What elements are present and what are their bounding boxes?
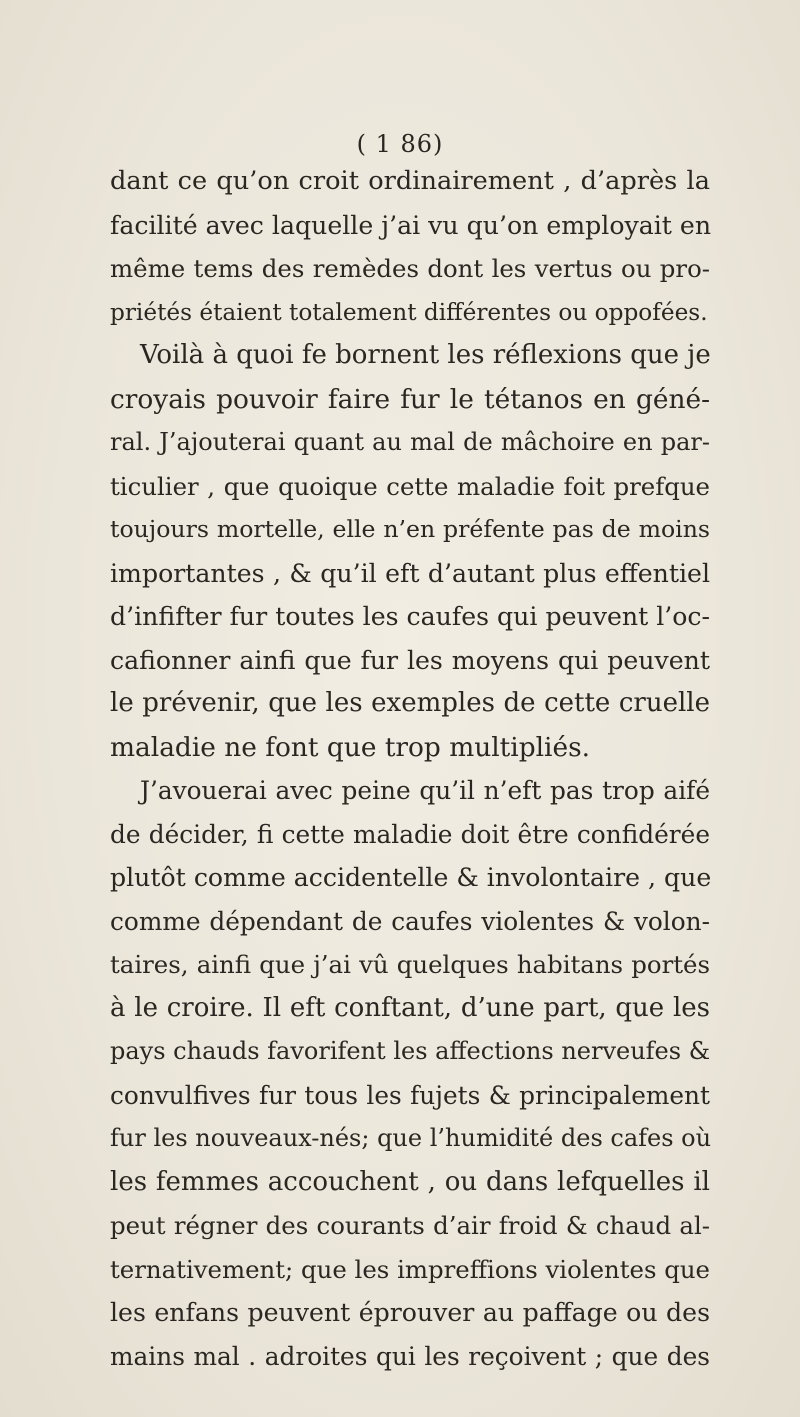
text-line: convulfives fur tous les fujets & principalement bbox=[110, 1080, 710, 1110]
text-line: priétés étaient totalement différentes ou oppofées. bbox=[110, 298, 708, 326]
text-line: pays chauds favorifent les affections nerveufes & bbox=[110, 1037, 711, 1065]
text-line: ternativement; que les impreffions violentes que bbox=[110, 1254, 710, 1284]
text-line: taires, ainfi que j’ai vû quelques habitans portés bbox=[110, 950, 710, 979]
text-line: ticulier , que quoique cette maladie foit prefque bbox=[110, 471, 710, 501]
text-line: comme dépendant de caufes violentes & volon- bbox=[110, 906, 710, 936]
text-line: importantes , & qu’il eft d’autant plus effentiel bbox=[110, 558, 710, 588]
text-line: facilité avec laquelle j’ai vu qu’on employait en bbox=[110, 210, 712, 240]
text-line: même tems des remèdes dont les vertus ou pro- bbox=[110, 254, 710, 283]
text-line: toujours mortelle, elle n’en préfente pas de moins bbox=[110, 515, 710, 543]
text-line: le prévenir, que les exemples de cette cruelle bbox=[110, 688, 710, 718]
text-line: fur les nouveaux-nés; que l’humidité des cafes où bbox=[110, 1124, 712, 1152]
body-text bbox=[110, 160, 710, 1378]
text-line: les enfans peuvent éprouver au paffage ou des bbox=[110, 1298, 710, 1327]
text-line: maladie ne font que trop multipliés. bbox=[110, 731, 591, 763]
text-line: plutôt comme accidentelle & involontaire , que bbox=[110, 863, 712, 892]
text-line: peut régner des courants d’air froid & chaud al- bbox=[110, 1211, 710, 1240]
text-line: les femmes accouchent , ou dans lefquelles il bbox=[110, 1166, 710, 1197]
page-number: ( 1 86) bbox=[356, 130, 444, 158]
text-line: dant ce qu’on croit ordinairement , d’après la bbox=[110, 166, 710, 196]
text-line: cafionner ainfi que fur les moyens qui peuvent bbox=[110, 645, 710, 675]
text-line: d’infifter fur toutes les caufes qui peuvent l’oc- bbox=[110, 602, 711, 631]
text-line: Voilà à quoi fe bornent les réflexions que je bbox=[140, 340, 711, 370]
text-line: J’avouerai avec peine qu’il n’eft pas trop aifé bbox=[140, 776, 710, 805]
text-line: croyais pouvoir faire fur le tétanos en géné- bbox=[110, 383, 710, 415]
text-line: ral. J’ajouterai quant au mal de mâchoire en par- bbox=[110, 428, 710, 456]
text-line: mains mal . adroites qui les reçoivent ; que des bbox=[110, 1341, 710, 1371]
text-line: de décider, fi cette maladie doit être confidérée bbox=[110, 819, 710, 849]
text-line: à le croire. Il eft conftant, d’une part, que les bbox=[110, 992, 710, 1023]
